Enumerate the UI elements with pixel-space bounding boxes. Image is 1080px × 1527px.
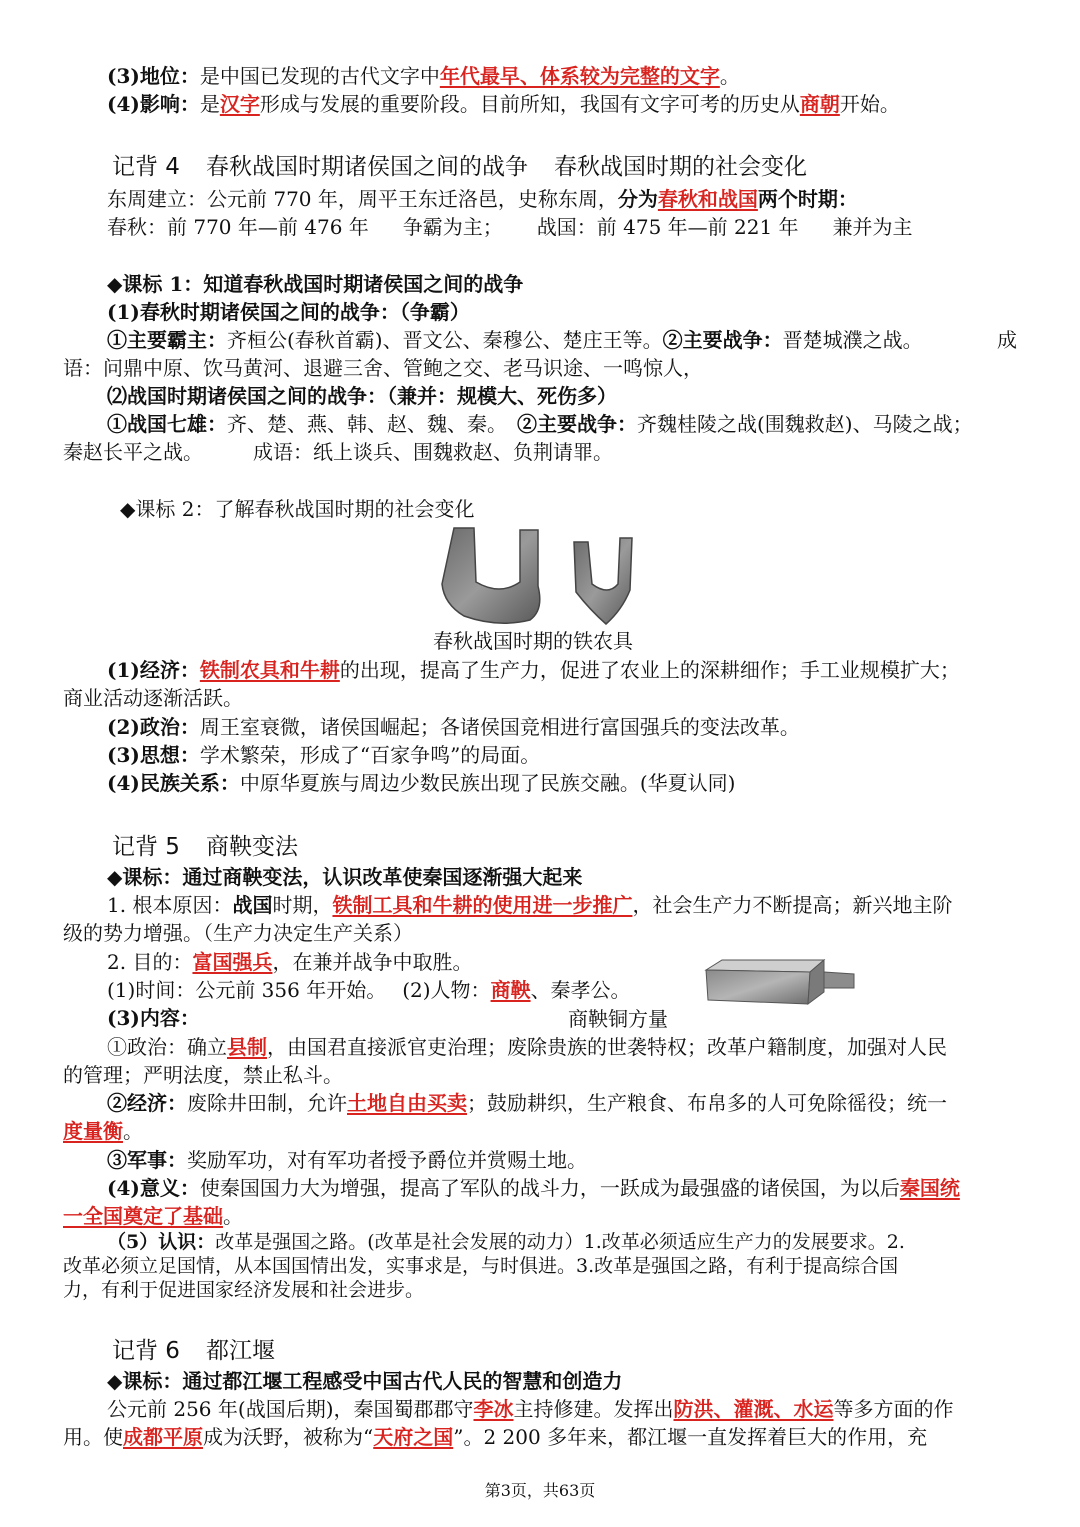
- text: 公元前 256 年(战国后期)，秦国蜀郡郡守: [107, 1397, 474, 1421]
- line-content-label: (3)内容：: [107, 1006, 200, 1030]
- curriculum-standard-1: ◆课标 1：知道春秋战国时期诸侯国之间的战争: [107, 272, 524, 296]
- text: 用。使: [63, 1425, 123, 1449]
- text: 春秋：前 770 年—前 476 年: [107, 215, 369, 239]
- text: 中原华夏族与周边少数民族出现了民族交融。(华夏认同): [239, 771, 736, 795]
- text: 秦赵长平之战。: [63, 440, 203, 464]
- line-status: [107, 62, 740, 90]
- highlight-text: 县制: [227, 1035, 267, 1059]
- text: 东周建立：公元前 770 年，周平王东迁洛邑，史称东周，: [107, 187, 618, 211]
- iron-plough-shape: [574, 538, 632, 624]
- image-caption-iron-tools: 春秋战国时期的铁农具: [433, 629, 633, 653]
- text: 周王室衰微，诸侯国崛起；各诸侯国竞相进行富国强兵的变法改革。: [199, 715, 800, 739]
- line-eastern-zhou: [107, 185, 858, 213]
- text: 主持修建。发挥出: [513, 1397, 674, 1421]
- text: 两个时期：: [757, 187, 858, 211]
- text: 齐魏桂陵之战(围魏救赵)、马陵之战；: [637, 412, 973, 436]
- label: ①战国七雄：: [107, 412, 227, 436]
- text: 改革是强国之路。(改革是社会发展的动力）1.改革必须适应生产力的发展要求。2.: [215, 1231, 905, 1253]
- line-economy-reform-cont: [63, 1117, 143, 1145]
- highlight-text: 李冰: [473, 1397, 514, 1421]
- page-footer: 第3页，共63页: [484, 1481, 596, 1500]
- heading-title: 都江堰: [205, 1338, 275, 1364]
- text: (1)时间：公元前 356 年开始。: [107, 978, 387, 1002]
- iron-hoe-shape: [442, 528, 540, 623]
- text: 兼并为主: [832, 215, 913, 239]
- heading-title: 商鞅变法: [205, 834, 298, 860]
- highlight-text: 天府之国: [373, 1425, 454, 1449]
- text: 形成与发展的重要阶段。目前所知，我国有文字可考的历史从: [259, 92, 800, 116]
- highlight-text: 铁制农具和牛耕: [199, 658, 340, 682]
- line-hegemons: [107, 326, 1017, 354]
- text: 齐桓公(春秋首霸)、晋文公、秦穆公、楚庄王等。: [227, 328, 663, 352]
- iron-farm-tools-image: [440, 524, 640, 628]
- line-time-person: [107, 976, 631, 1004]
- heading-title: 春秋战国时期诸侯国之间的战争: [205, 154, 528, 180]
- subheading-warring-states-wars: ⑵战国时期诸侯国之间的战争：（兼并：规模大、死伤多）: [107, 384, 617, 408]
- line-significance: [107, 1174, 960, 1202]
- line-seven-states: [107, 410, 973, 438]
- highlight-text: 秦国统: [899, 1176, 960, 1200]
- label: (4)民族关系：: [107, 771, 240, 795]
- curriculum-standard-dujiangyan: ◆课标：通过都江堰工程感受中国古代人民的智慧和创造力: [107, 1369, 623, 1393]
- text: 战国：前 475 年—前 221 年: [536, 215, 799, 239]
- section-heading-4: [112, 151, 807, 183]
- measure-front-shape: [706, 970, 810, 1004]
- label-status: (3)地位：: [107, 64, 200, 88]
- text: 、秦孝公。: [530, 978, 631, 1002]
- bronze-measure-image: [704, 958, 856, 1006]
- line-politics-reform: [107, 1033, 947, 1061]
- text: 分为: [617, 187, 658, 211]
- text: 奖励军功，对有军功者授予爵位并赏赐土地。: [187, 1148, 587, 1172]
- text: 战国: [232, 893, 273, 917]
- highlight-text: 富国强兵: [192, 950, 273, 974]
- text: ，社会生产力不断提高；新兴地主阶: [632, 893, 953, 917]
- line-dujiangyan-1: [107, 1395, 954, 1423]
- line-periods: [107, 213, 913, 241]
- line-root-cause-cont: 级的势力增强。（生产力决定生产关系）: [63, 921, 413, 945]
- highlight-text: 年代最早、体系较为完整的文字: [439, 64, 720, 88]
- label: ③军事：: [107, 1148, 187, 1172]
- text: 成为沃野，被称为“: [203, 1425, 374, 1449]
- line-economy: [107, 656, 960, 684]
- line-root-cause: [107, 891, 952, 919]
- highlight-text: 汉字: [219, 92, 260, 116]
- label: ②主要战争：: [662, 328, 783, 352]
- label: （5）认识：: [107, 1231, 216, 1253]
- label: ②主要战争：: [517, 412, 637, 436]
- line-idioms-2: [63, 438, 613, 466]
- label: ①主要霸主：: [107, 328, 227, 352]
- label: (3)思想：: [107, 743, 200, 767]
- text: 。: [719, 64, 740, 88]
- curriculum-standard-2: ◆课标 2：了解春秋战国时期的社会变化: [120, 497, 475, 521]
- label-influence: (4)影响：: [107, 92, 200, 116]
- line-ethnic-relations: [107, 769, 735, 797]
- text: 。: [223, 1204, 243, 1228]
- line-economy-cont: 商业活动逐渐活跃。: [63, 686, 243, 710]
- label: 1. 根本原因：: [107, 893, 233, 917]
- highlight-text: 成都平原: [123, 1425, 203, 1449]
- heading-number: 记背 5: [112, 834, 180, 860]
- text: 齐、楚、燕、韩、赵、魏、秦。: [227, 412, 507, 436]
- text: ，在兼并战争中取胜。: [272, 950, 473, 974]
- highlight-text: 商朝: [799, 92, 840, 116]
- heading-number: 记背 4: [112, 154, 180, 180]
- line-economy-reform: [107, 1089, 947, 1117]
- highlight-text: 防洪、灌溉、水运: [673, 1397, 834, 1421]
- curriculum-standard-reform: ◆课标：通过商鞅变法，认识改革使秦国逐渐强大起来: [107, 865, 583, 889]
- line-idioms-1: 语：问鼎中原、饮马黄河、退避三舍、管鲍之交、老马识途、一鸣惊人，: [63, 356, 703, 380]
- text: 学术繁荣，形成了“百家争鸣”的局面。: [199, 743, 541, 767]
- text: (2)人物：: [402, 978, 491, 1002]
- text: ；鼓励耕织，生产粮食、布帛多的人可免除徭役；统一: [467, 1091, 947, 1115]
- line-influence: [107, 90, 900, 118]
- label: (2)政治：: [107, 715, 200, 739]
- text: 废除井田制，允许: [187, 1091, 347, 1115]
- highlight-text: 度量衡: [63, 1119, 123, 1143]
- text: 晋楚城濮之战。: [782, 328, 923, 352]
- text: 开始。: [839, 92, 900, 116]
- highlight-text: 一全国奠定了基础: [63, 1204, 223, 1228]
- text: 是: [199, 92, 220, 116]
- section-heading-5: [112, 831, 298, 863]
- heading-title: 春秋战国时期的社会变化: [553, 154, 807, 180]
- text: 成: [997, 328, 1017, 352]
- label: (1)经济：: [107, 658, 200, 682]
- line-military-reform: [107, 1146, 587, 1174]
- subheading-spring-autumn-wars: (1)春秋时期诸侯国之间的战争：（争霸）: [107, 300, 470, 324]
- label: ②经济：: [107, 1091, 187, 1115]
- highlight-text: 铁制工具和牛耕的使用进一步推广: [332, 893, 633, 917]
- highlight-text: 春秋和战国: [657, 187, 758, 211]
- line-politics-reform-cont: 的管理；严明法度，禁止私斗。: [63, 1063, 343, 1087]
- text: 等多方面的作: [833, 1397, 954, 1421]
- line-politics: [107, 713, 800, 741]
- line-thought: [107, 741, 540, 769]
- line-dujiangyan-2: [63, 1423, 927, 1451]
- line-significance-cont: [63, 1202, 243, 1230]
- image-caption-bronze-measure: 商鞅铜方量: [568, 1007, 668, 1031]
- label: 2. 目的：: [107, 950, 193, 974]
- measure-handle-shape: [824, 972, 854, 988]
- text: 的出现，提高了生产力，促进了农业上的深耕细作；手工业规模扩大；: [339, 658, 960, 682]
- text: ”。2 200 多年来，都江堰一直发挥着巨大的作用，充: [453, 1425, 928, 1449]
- text: ①政治：确立: [107, 1035, 227, 1059]
- line-purpose: [107, 948, 472, 976]
- heading-number: 记背 6: [112, 1338, 180, 1364]
- highlight-text: 土地自由买卖: [347, 1091, 467, 1115]
- text: 。: [123, 1119, 143, 1143]
- text: 使秦国国力大为增强，提高了军队的战斗力，一跃成为最强盛的诸侯国，为以后: [199, 1176, 900, 1200]
- line-understanding-cont-1: 改革必须立足国情，从本国国情出发，实事求是，与时俱进。3.改革是强国之路，有利于提高综合国: [63, 1255, 899, 1277]
- line-understanding-cont-2: 力，有利于促进国家经济发展和社会进步。: [63, 1279, 425, 1301]
- label: (4)意义：: [107, 1176, 200, 1200]
- text: 成语：纸上谈兵、围魏救赵、负荆请罪。: [253, 440, 613, 464]
- section-heading-6: [112, 1335, 275, 1367]
- text: ，由国君直接派官吏治理；废除贵族的世袭特权；改革户籍制度，加强对人民: [267, 1035, 947, 1059]
- highlight-text: 商鞅: [490, 978, 531, 1002]
- text: 时期，: [272, 893, 333, 917]
- text: 争霸为主；: [402, 215, 503, 239]
- text: 是中国已发现的古代文字中: [199, 64, 440, 88]
